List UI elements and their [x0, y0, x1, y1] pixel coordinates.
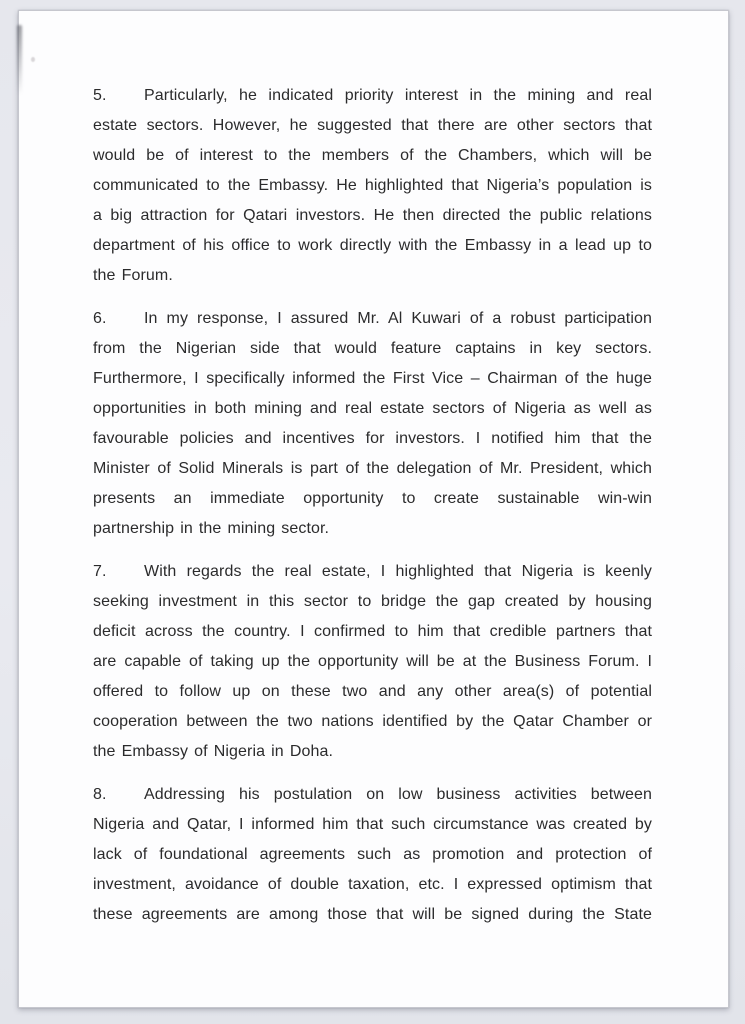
paragraph-line: the Forum.: [93, 267, 173, 284]
paragraph-line: are capable of taking up the opportunity will be at the Business Forum. I: [93, 653, 652, 670]
paragraph-line: communicated to the Embassy. He highlighted that Nigeria’s population is: [93, 177, 652, 194]
paragraph-line: from the Nigerian side that would feature captains in key sectors.: [93, 340, 652, 357]
paragraph-line: department of his office to work directly with the Embassy in a lead up to: [93, 237, 652, 254]
paragraph-line: seeking investment in this sector to bridge the gap created by housing: [93, 593, 652, 610]
paragraph-line: lack of foundational agreements such as promotion and protection of: [93, 846, 652, 863]
paragraph-line: Minister of Solid Minerals is part of the delegation of Mr. President, which: [93, 460, 652, 477]
paragraph: [93, 304, 652, 544]
document-page: [18, 10, 729, 1008]
paragraph-line: offered to follow up on these two and any other area(s) of potential: [93, 683, 652, 700]
paragraph: [93, 81, 652, 291]
paragraph: [93, 780, 652, 930]
paragraph-line: investment, avoidance of double taxation, etc. I expressed optimism that: [93, 876, 652, 893]
paragraph: [93, 557, 652, 767]
paragraph-line: favourable policies and incentives for investors. I notified him that the: [93, 430, 652, 447]
scan-edge-smudge: [17, 25, 22, 95]
paragraph-line: deficit across the country. I confirmed to him that credible partners that: [93, 623, 652, 640]
paragraph-line: Furthermore, I specifically informed the First Vice – Chairman of the huge: [93, 370, 652, 387]
paragraph-line: 5. Particularly, he indicated priority interest in the mining and real: [93, 81, 652, 111]
paragraph-line: 6. In my response, I assured Mr. Al Kuwari of a robust participation: [93, 304, 652, 334]
paragraph-line: 7. With regards the real estate, I highlighted that Nigeria is keenly: [93, 557, 652, 587]
paragraph-number: 5.: [93, 87, 107, 104]
paragraph-line: cooperation between the two nations identified by the Qatar Chamber or: [93, 713, 652, 730]
paragraph-number: 7.: [93, 563, 107, 580]
paragraph-line: partnership in the mining sector.: [93, 520, 330, 537]
paragraph-line: a big attraction for Qatari investors. He then directed the public relations: [93, 207, 652, 224]
paragraph-line: presents an immediate opportunity to create sustainable win-win: [93, 490, 652, 507]
paragraph-number: 8.: [93, 786, 107, 803]
paragraph-line: these agreements are among those that will be signed during the State: [93, 906, 652, 923]
scan-speck: [31, 57, 35, 62]
paragraph-line: the Embassy of Nigeria in Doha.: [93, 743, 334, 760]
paragraph-line: would be of interest to the members of the Chambers, which will be: [93, 147, 652, 164]
paragraph-line: 8. Addressing his postulation on low business activities between: [93, 780, 652, 810]
paragraph-line: estate sectors. However, he suggested that there are other sectors that: [93, 117, 652, 134]
paragraph-number: 6.: [93, 310, 107, 327]
document-body: [93, 81, 652, 943]
paragraph-line: Nigeria and Qatar, I informed him that such circumstance was created by: [93, 816, 652, 833]
paragraph-line: opportunities in both mining and real estate sectors of Nigeria as well as: [93, 400, 652, 417]
